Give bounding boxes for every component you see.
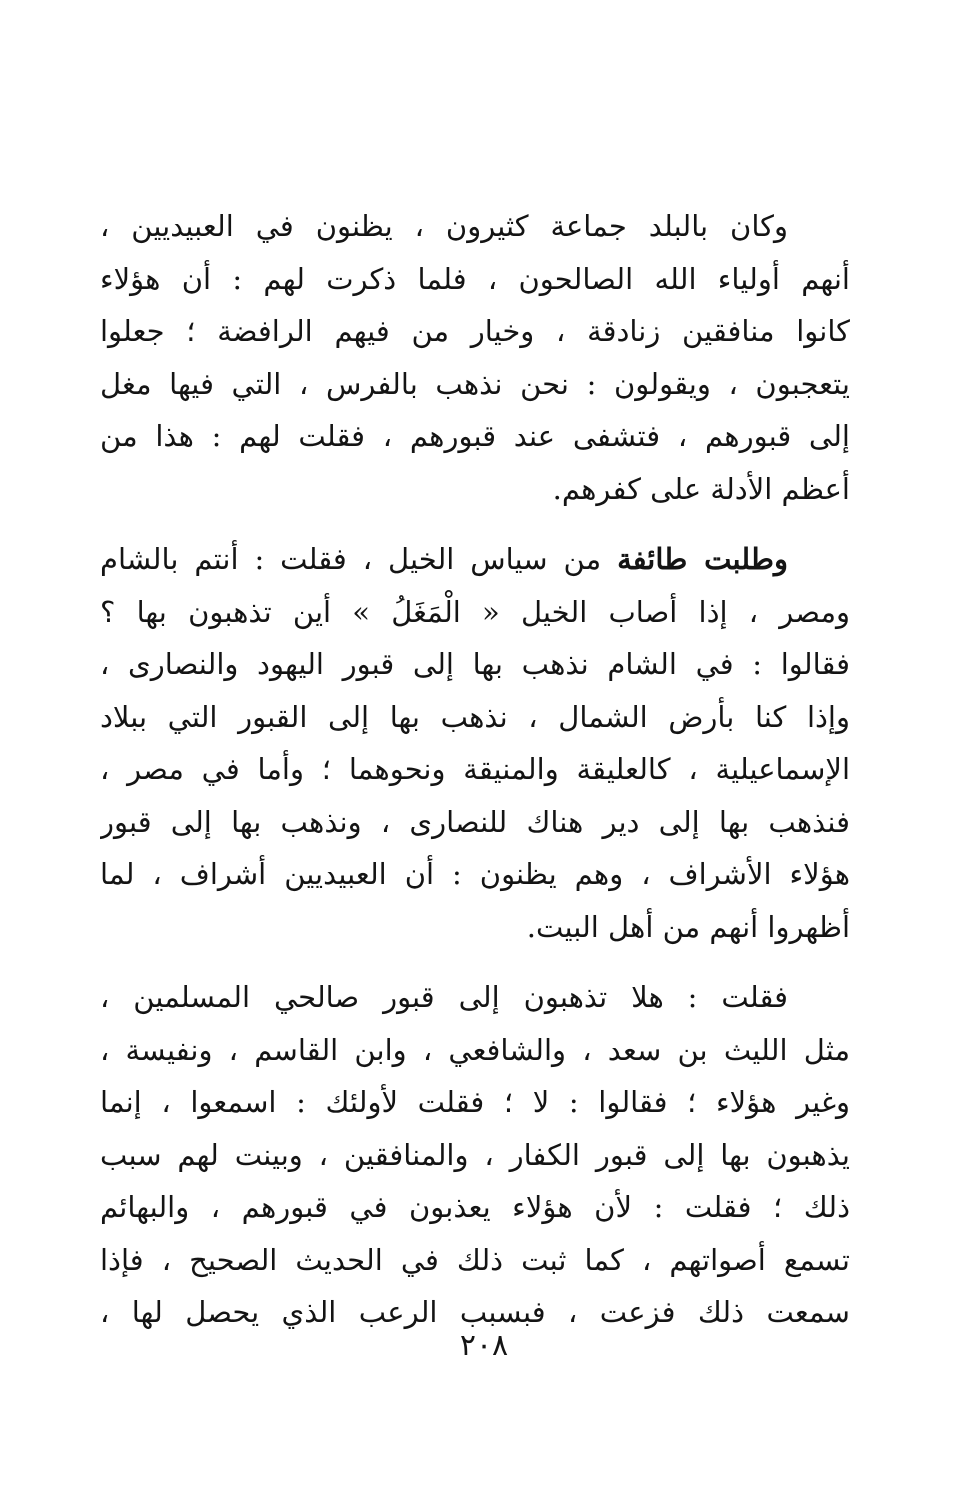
text-line: كانوا منافقين زنادقة ، وخيار من فيهم الرافضة ؛ جعلوا <box>100 314 850 348</box>
text-line: فنذهب بها إلى دير هناك للنصارى ، ونذهب بها إلى قبور <box>100 804 850 839</box>
text-line: أنهم أولياء الله الصالحون ، فلما ذكرت لهم : أن هؤلاء <box>100 261 850 296</box>
text-line: فقالوا : في الشام نذهب بها إلى قبور اليهود والنصارى ، <box>100 647 850 681</box>
paragraph-1 <box>100 200 850 515</box>
text-line: إلى قبورهم ، فتشفى عند قبورهم ، فقلت لهم : هذا من <box>100 419 850 453</box>
text-line: سمعت ذلك فزعت ، فبسبب الرعب الذي يحصل لها ، <box>100 1295 850 1329</box>
bold-lead-text: وطلبت طائفة <box>617 542 788 576</box>
text-line <box>100 533 850 586</box>
page-number: ٢٠٨ <box>459 1328 509 1363</box>
text-line: أعظم الأدلة على كفرهم. <box>552 471 850 506</box>
paragraph-3 <box>100 971 850 1339</box>
text-line: تسمع أصواتهم ، كما ثبت ذلك في الحديث الصحيح ، فإذا <box>100 1242 850 1277</box>
text-line: مثل الليث بن سعد ، والشافعي ، وابن القاسم ، ونفيسة ، <box>100 1032 850 1067</box>
text-line: وغير هؤلاء ؛ فقالوا : لا ؛ فقلت لأولئك : اسمعوا ، إنما <box>100 1085 850 1119</box>
text-line: فقلت : هلا تذهبون إلى قبور صالحي المسلمين ، <box>100 980 788 1014</box>
body-text <box>100 200 850 1357</box>
text-line: هؤلاء الأشراف ، وهم يظنون : أن العبيديين أشراف ، لما <box>100 857 850 891</box>
text-line: وكان بالبلد جماعة كثيرون ، يظنون في العبيديين ، <box>100 209 788 243</box>
text-line-rest: من سياس الخيل ، فقلت : أنتم بالشام <box>100 542 618 576</box>
text-line: أظهروا أنهم من أهل البيت. <box>526 909 850 944</box>
text-line: ذلك ؛ فقلت : لأن هؤلاء يعذبون في قبورهم ، والبهائم <box>100 1190 850 1224</box>
text-line: يذهبون بها إلى قبور الكفار ، والمنافقين ، وبينت لهم سبب <box>100 1137 850 1172</box>
text-line: الإسماعيلية ، كالعليقة والمنيقة ونحوهما ؛ وأما في مصر ، <box>100 752 850 786</box>
text-line: ومصر ، إذا أصاب الخيل « الْمَغَلُ » أين تذهبون بها ؟ <box>100 594 850 629</box>
text-line: يتعجبون ، ويقولون : نحن نذهب بالفرس ، التي فيها مغل <box>100 366 850 401</box>
text-line: وإذا كنا بأرض الشمال ، نذهب بها إلى القبور التي ببلاد <box>100 699 850 734</box>
paragraph-2 <box>100 533 850 953</box>
